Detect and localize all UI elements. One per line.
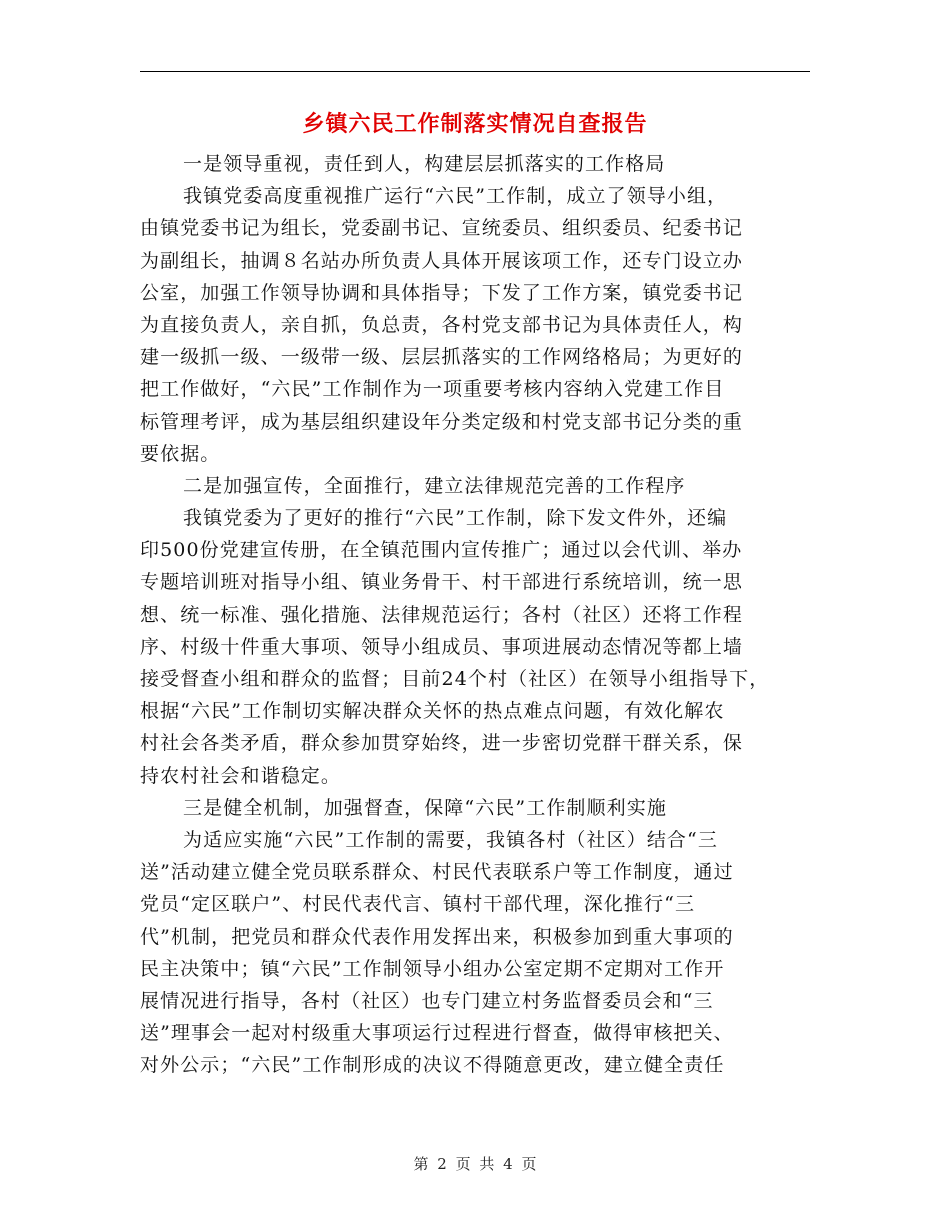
- paragraph-line: 要依据。: [140, 442, 221, 465]
- paragraph-line: 印500份党建宣传册，在全镇范围内宣传推广；通过以会代训、举办: [140, 539, 743, 562]
- paragraph-line: 根据“六民”工作制切实解决群众关怀的热点难点问题，有效化解农: [140, 700, 725, 723]
- section-heading-2: 二是加强宣传，全面推行，建立法律规范完善的工作程序: [183, 474, 686, 497]
- header-rule: [140, 71, 810, 72]
- paragraph-line: 把工作做好，“六民”工作制作为一项重要考核内容纳入党建工作目: [140, 378, 725, 401]
- paragraph-line: 公室，加强工作领导协调和具体指导；下发了工作方案，镇党委书记: [140, 281, 744, 304]
- paragraph-line: 由镇党委书记为组长，党委副书记、宣统委员、组织委员、纪委书记: [140, 217, 744, 240]
- paragraph-line: 送”理事会一起对村级重大事项运行过程进行督查，做得审核把关、: [140, 1022, 734, 1045]
- document-title: 乡镇六民工作制落实情况自查报告: [302, 111, 648, 137]
- document-body: [140, 148, 810, 1081]
- paragraph-line: 想、统一标准、强化措施、法律规范运行；各村（社区）还将工作程: [140, 603, 744, 626]
- paragraph-line: 党员“定区联户”、村民代表代言、镇村干部代理，深化推行“三: [140, 893, 696, 916]
- paragraph-line: 持农村社会和谐稳定。: [140, 764, 342, 787]
- paragraph-line: 建一级抓一级、一级带一级、层层抓落实的工作网络格局；为更好的: [140, 346, 744, 369]
- paragraph-line: 送”活动建立健全党员联系群众、村民代表联系户等工作制度，通过: [140, 861, 734, 884]
- paragraph-line: 专题培训班对指导小组、镇业务骨干、村干部进行系统培训，统一思: [140, 571, 744, 594]
- paragraph-line: 为副组长，抽调８名站办所负责人具体开展该项工作，还专门设立办: [140, 249, 744, 272]
- paragraph-line: 为直接负责人，亲自抓，负总责，各村党支部书记为具体责任人，构: [140, 313, 744, 336]
- paragraph-line: 村社会各类矛盾，群众参加贯穿始终，进一步密切党群干群关系，保: [140, 732, 744, 755]
- paragraph-line: 对外公示；“六民”工作制形成的决议不得随意更改，建立健全责任: [140, 1054, 725, 1077]
- paragraph-line: 代”机制，把党员和群众代表作用发挥出来，积极参加到重大事项的: [140, 925, 734, 948]
- paragraph-line: 标管理考评，成为基层组织建设年分类定级和村党支部书记分类的重: [140, 410, 744, 433]
- paragraph-line: 我镇党委高度重视推广运行“六民”工作制，成立了领导小组，: [183, 185, 728, 208]
- paragraph-line: 接受督查小组和群众的监督；目前24个村（社区）在领导小组指导下，: [140, 668, 770, 690]
- section-heading-1: 一是领导重视，责任到人，构建层层抓落实的工作格局: [183, 153, 666, 175]
- section-heading-3: 三是健全机制，加强督查，保障“六民”工作制顺利实施: [183, 796, 667, 819]
- paragraph-line: 民主决策中；镇“六民”工作制领导小组办公室定期不定期对工作开: [140, 957, 725, 980]
- paragraph-line: 为适应实施“六民”工作制的需要，我镇各村（社区）结合“三: [183, 828, 718, 851]
- page-indicator: 第 2 页 共 4 页: [413, 1155, 537, 1173]
- paragraph-line: 展情况进行指导，各村（社区）也专门建立村务监督委员会和“三: [140, 989, 714, 1012]
- paragraph-line: 序、村级十件重大事项、领导小组成员、事项进展动态情况等都上墙: [140, 635, 744, 658]
- paragraph-line: 我镇党委为了更好的推行“六民”工作制，除下发文件外，还编: [183, 507, 728, 530]
